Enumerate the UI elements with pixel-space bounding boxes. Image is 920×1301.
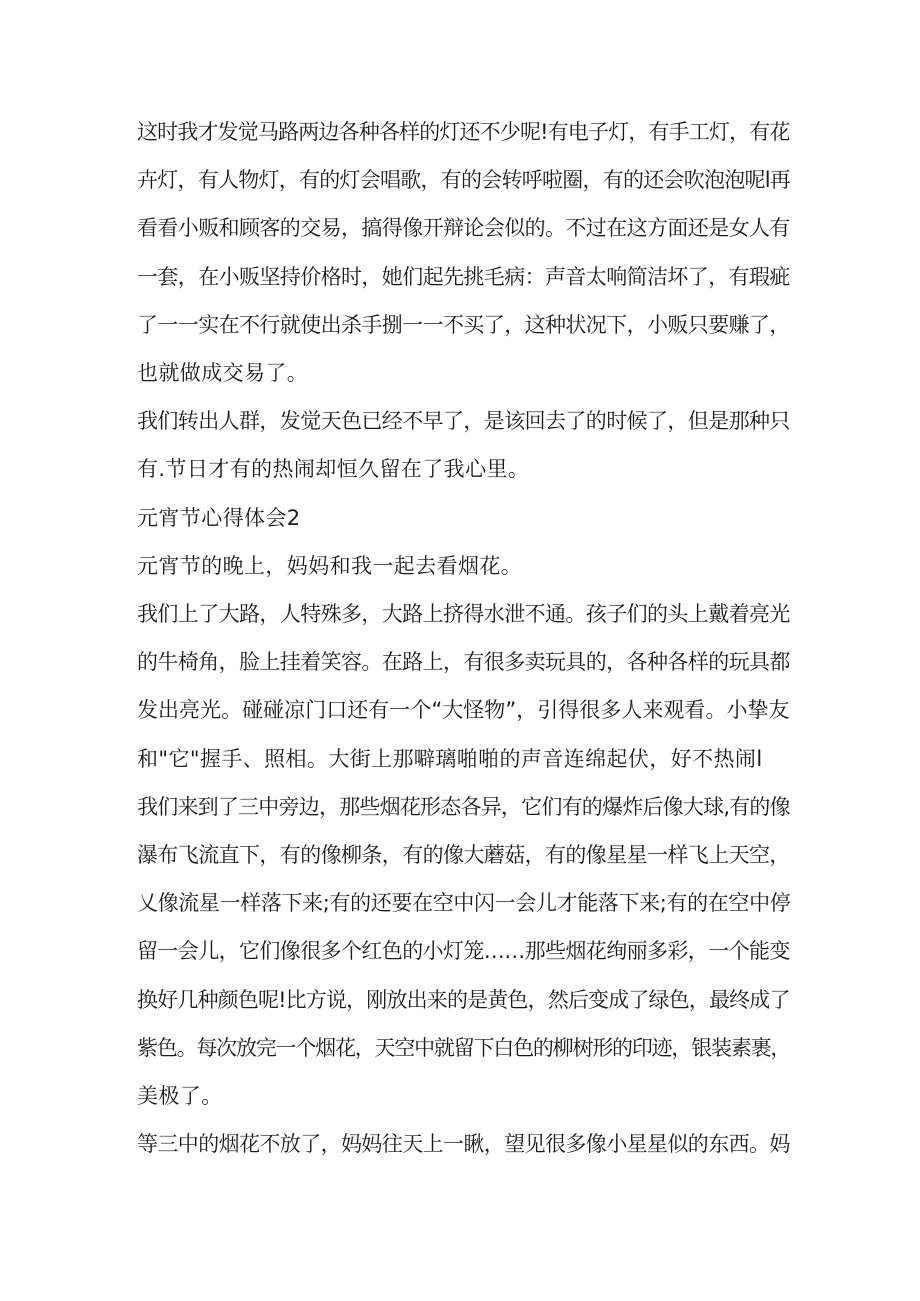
text-line: 有.节日才有的热闹却恒久留在了我心里。 <box>137 457 530 481</box>
section-heading: 元宵节心得体会2 <box>137 506 301 530</box>
text-line: 了一一实在不行就使出杀手捌一一不买了，这种状况下，小贩只要赚了， <box>137 313 790 337</box>
text-line: 美极了。 <box>137 1084 223 1108</box>
text-line: 发出亮光。碰碰凉门口还有一个“大怪物”，引得很多人来观看。小挚友 <box>137 698 790 722</box>
text-line: 我们上了大路，人特殊多，大路上挤得水泄不通。孩子们的头上戴着亮光 <box>137 602 790 626</box>
text-line: 卉灯，有人物灯，有的灯会唱歌，有的会转呼啦圈，有的还会吹泡泡呢l再 <box>137 168 791 192</box>
text-line: 瀑布飞流直下，有的像柳条，有的像大蘑菇，有的像星星一样飞上天空， <box>137 843 790 867</box>
text-line: 乂像流星一样落下来;有的还要在空中闪一会儿才能落下来;有的在空中停 <box>137 891 791 915</box>
text-line: 和"它"握手、照相。大街上那噼璃啪啪的声音连绵起伏，好不热闹l <box>137 747 763 771</box>
text-line: 我们转出人群，发觉天色已经不早了，是该回去了的时候了，但是那种只 <box>137 409 790 433</box>
text-line: 这时我才发觉马路两边各种各样的灯还不少呢!有电子灯，有手工灯，有花 <box>137 120 790 144</box>
text-line: 换好几种颜色呢!比方说，刚放出来的是黄色，然后变成了绿色，最终成了 <box>137 988 790 1012</box>
text-line: 我们来到了三中旁边，那些烟花形态各异，它们有的爆炸后像大球,有的像 <box>137 795 790 819</box>
text-line: 一套，在小贩坚持价格时，她们起先挑毛病：声音太响简洁坏了，有瑕疵 <box>137 265 790 289</box>
text-line: 的牛椅角，脸上挂着笑容。在路上，有很多卖玩具的，各种各样的玩具都 <box>137 650 790 674</box>
text-line: 看看小贩和顾客的交易，搞得像开辩论会似的。不过在这方面还是女人有 <box>137 216 790 240</box>
text-line: 紫色。每次放完一个烟花，天空中就留下白色的柳树形的印迹，银装素裹， <box>137 1036 791 1060</box>
text-line: 留一会儿，它们像很多个红色的小灯笼……那些烟花绚丽多彩，一个能变 <box>137 939 790 963</box>
text-line: 也就做成交易了。 <box>137 361 309 385</box>
text-line: 元宵节的晚上，妈妈和我一起去看烟花。 <box>137 554 523 578</box>
text-line: 等三中的烟花不放了，妈妈往天上一瞅，望见很多像小星星似的东西。妈 <box>137 1132 790 1156</box>
